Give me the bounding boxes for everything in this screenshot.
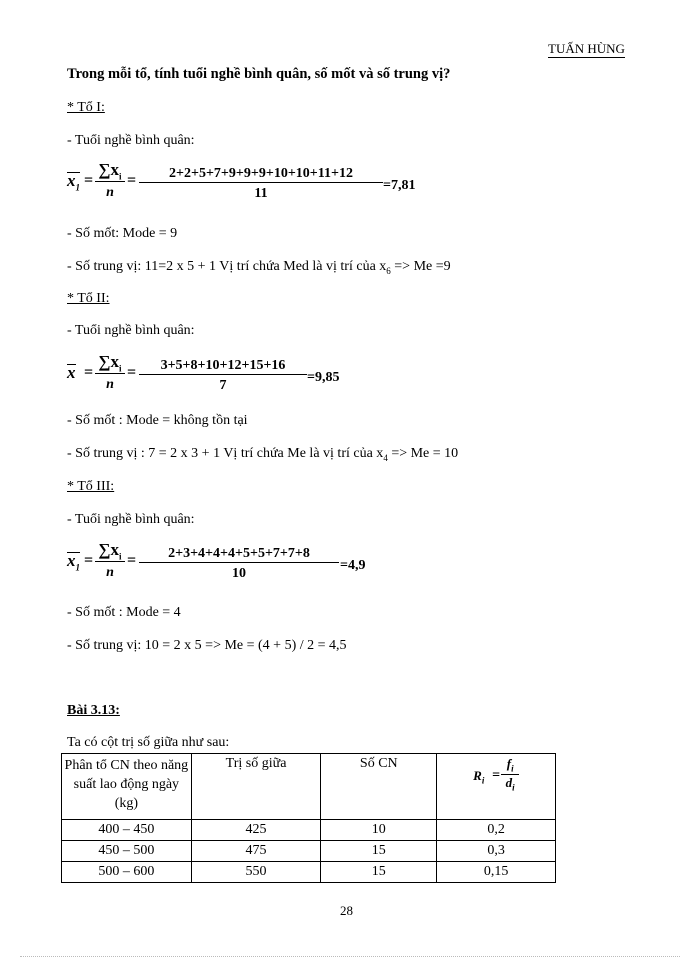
group-1-mode: - Số mốt: Mode = 9 [67, 226, 178, 241]
table-header-group: Phân tổ CN theo năng suất lao động ngày (kg) [62, 754, 192, 820]
group-2-median: - Số trung vị : 7 = 2 x 3 + 1 Vị trí chứa Me là vị trí của $x_4 => Me = 10$ [67, 446, 459, 463]
table-header-count: Số CN [321, 754, 437, 820]
group-3-label: * Tổ III: [67, 479, 115, 494]
table-row: 500 – 600 550 15 0,15 [62, 862, 556, 883]
group-3-formula: $x_1$ = $\sum x_i$ n = $\frac{2+3+4+4+4+5+5+7+7+8}{10}$ =4,9 [67, 540, 366, 581]
formula-fraction: $\frac{2+2+5+7+9+9+9+10+10+11+12}{11}$ [139, 166, 383, 202]
exercise-intro: Ta có cột trị số giữa như sau: [67, 735, 230, 750]
group-1-formula: $x_1$ = $\sum x_i$ n = $\frac{2+2+5+7+9+9+9+10+10+11+12}{11}$ =7,81 [67, 160, 416, 201]
table-row: 400 – 450 425 10 0,2 [62, 820, 556, 841]
group-1-median: - Số trung vị: 11=2 x 5 + 1 Vị trí chứa Med là vị trí của $x_6 => Me =9$ [67, 259, 451, 276]
group-2-mean-label: - Tuổi nghề bình quân: [67, 323, 195, 338]
formula-result: =7,81 [383, 178, 416, 193]
table-row: 450 – 500 475 15 0,3 [62, 841, 556, 862]
group-1-mean-label: - Tuổi nghề bình quân: [67, 133, 195, 148]
table-header-ratio: $R_i$ = $f_i$ $d_i$ [437, 754, 556, 820]
formula-lhs: $x_1$ [67, 172, 80, 195]
page-number: 28 [340, 903, 353, 918]
formula-sigma: $\sum x_i$ n [95, 160, 125, 201]
question-title: Trong mỗi tổ, tính tuổi nghề bình quân, số mốt và số trung vị? [67, 66, 451, 82]
table-header-midpoint: Trị số giữa [191, 754, 321, 820]
page-header: TUẤN HÙNG [548, 41, 625, 56]
page-bottom-divider [20, 956, 680, 957]
group-3-mean-label: - Tuổi nghề bình quân: [67, 512, 195, 527]
exercise-title: Bài 3.13: [67, 703, 120, 718]
group-3-median: - Số trung vị: 10 = 2 x 5 => Me = (4 + 5) / 2 = 4,5 [67, 638, 347, 653]
group-2-mode: - Số mốt : Mode = không tồn tại [67, 413, 248, 428]
midpoint-table [61, 753, 556, 883]
group-2-label: * Tổ II: [67, 291, 110, 306]
group-2-formula: x = $\sum x_i$ n = $\frac{3+5+8+10+12+15+16}{7}$ =9,85 [67, 352, 340, 393]
group-3-mode: - Số mốt : Mode = 4 [67, 605, 181, 620]
group-1-label: * Tổ I: [67, 100, 105, 115]
